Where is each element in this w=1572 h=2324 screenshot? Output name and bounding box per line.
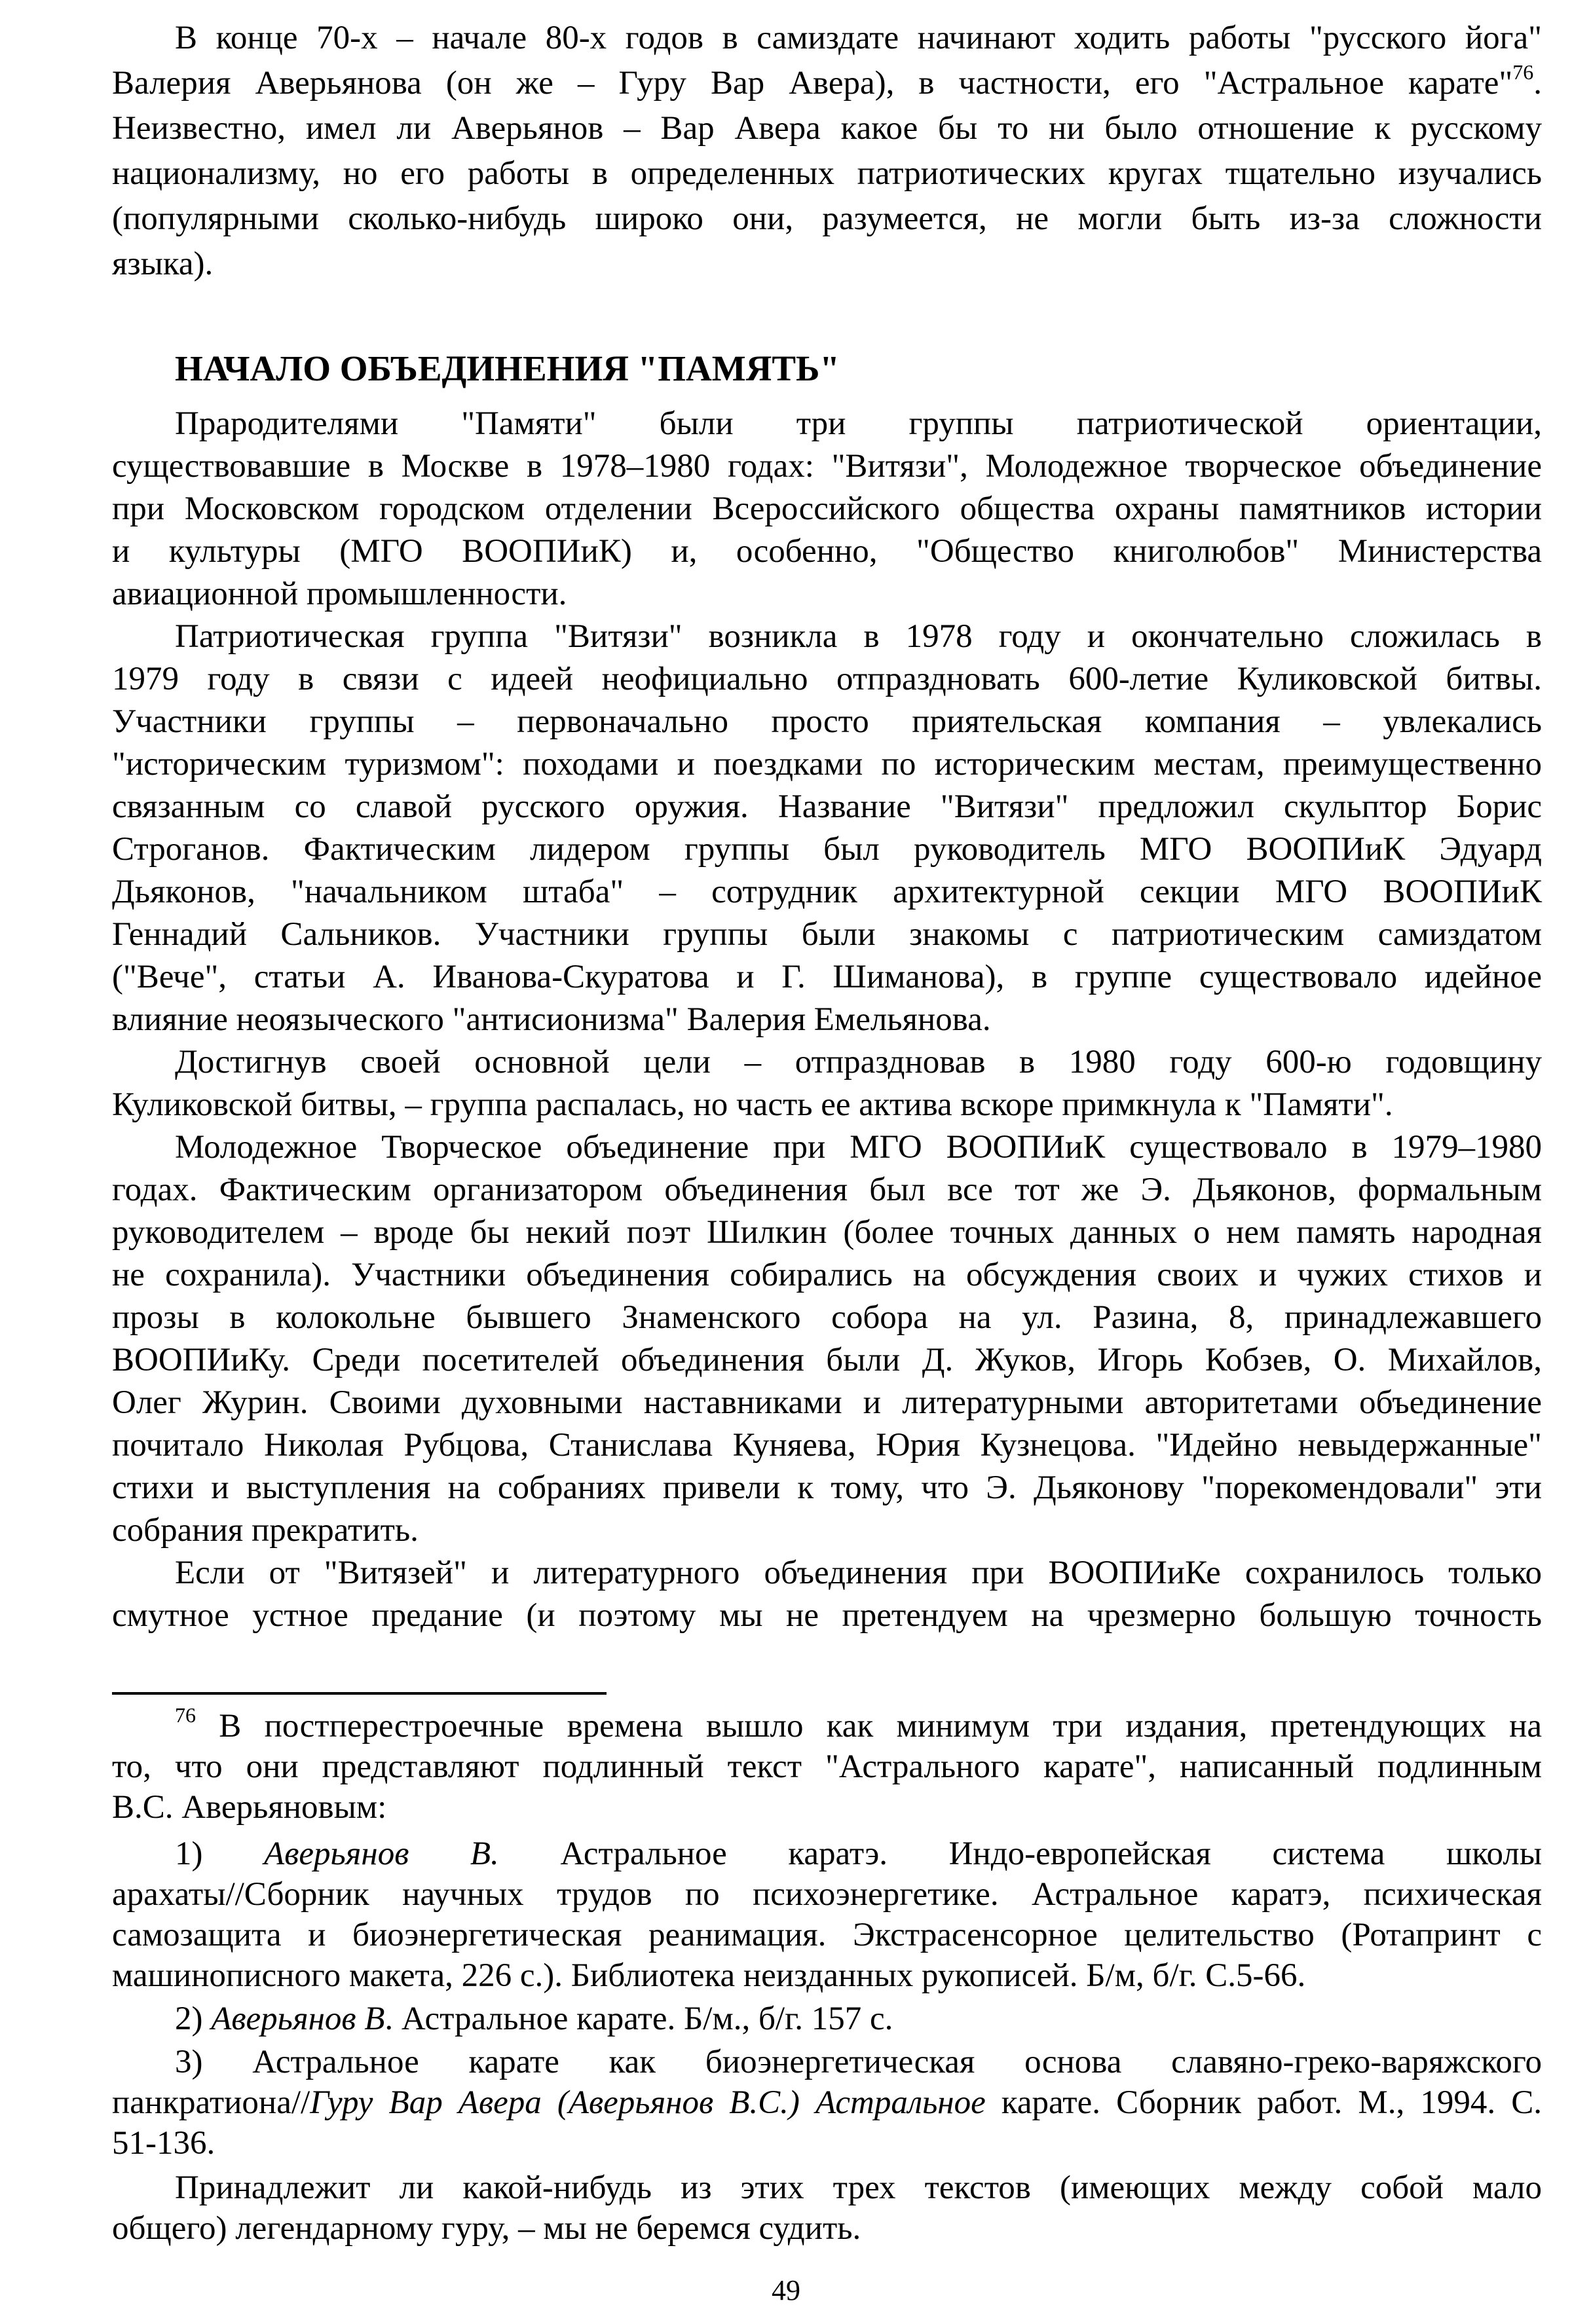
text-line: почитало Николая Рубцова, Станислава Куняева, Юрия Кузнецова. "Идейно невыдержанные"	[112, 1427, 1542, 1464]
text-line: Если от "Витязей" и литературного объединения при ВООПИиКе сохранилось только	[175, 1555, 1542, 1591]
text-line: Патриотическая группа "Витязи" возникла в 1978 году и окончательно сложилась в	[175, 618, 1542, 655]
text-line: машинописного макета, 226 с.). Библиотека неизданных рукописей. Б/м, б/г. С.5-66.	[112, 1957, 1306, 1994]
text-line: "историческим туризмом": походами и поездками по историческим местам, преимущественно	[112, 746, 1542, 783]
text-line: национализму, но его работы в определенных патриотических кругах тщательно изучались	[112, 155, 1542, 192]
text-line: авиационной промышленности.	[112, 576, 567, 612]
text-line	[112, 1703, 1542, 1746]
italic-text: Аверьянов В.	[264, 1835, 499, 1872]
text-line: В конце 70-х – начале 80-х годов в самиздате начинают ходить работы "русского йога"	[175, 20, 1542, 56]
italic-text: Аверьянов В	[211, 2001, 385, 2037]
text-line: ВООПИиКу. Среди посетителей объединения были Д. Жуков, Игорь Кобзев, О. Михайлов,	[112, 1342, 1542, 1378]
text-line: Прародителями "Памяти" были три группы патриотической ориентации,	[175, 405, 1542, 442]
text-line: Дьяконов, "начальником штаба" – сотрудник архитектурной секции МГО ВООПИиК	[112, 874, 1542, 910]
text-line: существовавшие в Москве в 1978–1980 годах: "Витязи", Молодежное творческое объединение	[112, 448, 1542, 485]
text-line: 1979 году в связи с идеей неофициально отпраздновать 600-летие Куликовской битвы.	[112, 661, 1542, 697]
text-line: В.С. Аверьяновым:	[112, 1789, 387, 1826]
text-segment: 2)	[175, 2001, 212, 2037]
text-line: Молодежное Творческое объединение при МГО ВООПИиК существовало в 1979–1980	[175, 1129, 1542, 1166]
text-line: Строганов. Фактическим лидером группы был руководитель МГО ВООПИиК Эдуард	[112, 831, 1542, 868]
text-segment: карате. Сборник работ. М., 1994. С.	[985, 2084, 1542, 2121]
text-line: 3) Астральное карате как биоэнергетическая основа славяно-греко-варяжского	[175, 2044, 1542, 2080]
section-heading: НАЧАЛО ОБЪЕДИНЕНИЯ "ПАМЯТЬ"	[175, 348, 840, 388]
text-segment: .	[1533, 65, 1542, 101]
text-line: языка).	[112, 246, 214, 282]
page-number: 49	[772, 2274, 800, 2306]
text-line	[112, 2082, 1542, 2123]
text-line: 51-136.	[112, 2125, 215, 2162]
text-line: влияние неоязыческого "антисионизма" Валерия Емельянова.	[112, 1001, 991, 1038]
text-line: связанным со славой русского оружия. Название "Витязи" предложил скульптор Борис	[112, 788, 1542, 825]
text-segment: Астральное каратэ. Индо-европейская система школы	[498, 1835, 1542, 1872]
text-segment: В постперестроечные времена вышло как минимум три издания, претендующих на	[196, 1708, 1542, 1744]
text-line: прозы в колокольне бывшего Знаменского собора на ул. Разина, 8, принадлежавшего	[112, 1299, 1542, 1336]
footnote-intro	[112, 1703, 1542, 1828]
footnote-conclusion	[112, 2167, 1542, 2249]
text-line: арахаты//Сборник научных трудов по психоэнергетике. Астральное каратэ, психическая	[112, 1876, 1542, 1913]
text-line: Достигнув своей основной цели – отпраздновав в 1980 году 600-ю годовщину	[175, 1044, 1542, 1080]
footnote-item-1	[112, 1834, 1542, 1996]
text-line: Принадлежит ли какой-нибудь из этих трех текстов (имеющих между собой мало	[175, 2169, 1542, 2206]
text-line: руководителем – вроде бы некий поэт Шилкин (более точных данных о нем память народная	[112, 1214, 1542, 1251]
text-line: не сохранила). Участники объединения собирались на обсуждения своих и чужих стихов и	[112, 1257, 1542, 1293]
text-segment: 1)	[175, 1835, 265, 1872]
intro-paragraph	[112, 16, 1542, 287]
italic-text: Гуру Вар Авера (Аверьянов В.С.) Астральное	[310, 2084, 986, 2121]
text-line: годах. Фактическим организатором объединения был все тот же Э. Дьяконов, формальным	[112, 1171, 1542, 1208]
text-line: Неизвестно, имел ли Аверьянов – Вар Авера какое бы то ни было отношение к русскому	[112, 110, 1542, 147]
footnote-divider	[112, 1692, 607, 1695]
text-line: стихи и выступления на собраниях привели к тому, что Э. Дьяконову "порекомендовали" эти	[112, 1469, 1542, 1506]
text-line: Геннадий Сальников. Участники группы были знакомы с патриотическим самиздатом	[112, 916, 1542, 953]
text-segment: Валерия Аверьянова (он же – Гуру Вар Авера), в частности, его "Астральное карате"	[112, 65, 1513, 101]
text-line: то, что они представляют подлинный текст "Астрального карате", написанный подлинным	[112, 1748, 1542, 1785]
text-line: и культуры (МГО ВООПИиК) и, особенно, "Общество книголюбов" Министерства	[112, 533, 1542, 570]
text-line	[112, 1999, 1542, 2039]
footnote-item-2	[112, 1999, 1542, 2039]
text-line: Олег Журин. Своими духовными наставниками и литературными авторитетами объединение	[112, 1384, 1542, 1421]
footnote-ref: 76	[1512, 60, 1534, 84]
text-line: Участники группы – первоначально просто приятельская компания – увлекались	[112, 703, 1542, 740]
text-line	[112, 61, 1542, 106]
text-line: ("Вече", статьи А. Иванова-Скуратова и Г. Шиманова), в группе существовало идейное	[112, 959, 1542, 995]
text-line	[112, 1834, 1542, 1874]
footnote-item-3	[112, 2042, 1542, 2164]
text-line: Куликовской битвы, – группа распалась, но часть ее актива вскоре примкнула к "Памяти".	[112, 1086, 1393, 1123]
text-line: самозащита и биоэнергетическая реанимация. Экстрасенсорное целительство (Ротапринт с	[112, 1917, 1542, 1953]
text-line: собрания прекратить.	[112, 1512, 419, 1549]
text-line: смутное устное предание (и поэтому мы не претендуем на чрезмерно большую точность	[112, 1597, 1542, 1634]
text-segment: панкратиона//	[112, 2084, 310, 2121]
body-text	[112, 403, 1542, 1637]
text-segment: . Астральное карате. Б/м., б/г. 157 с.	[384, 2001, 893, 2037]
footnote-ref: 76	[175, 1703, 196, 1727]
text-line: (популярными сколько-нибудь широко они, разумеется, не могли быть из-за сложности	[112, 200, 1542, 237]
text-line: общего) легендарному гуру, – мы не беремся судить.	[112, 2210, 861, 2247]
text-line: при Московском городском отделении Всероссийского общества охраны памятников истории	[112, 490, 1542, 527]
